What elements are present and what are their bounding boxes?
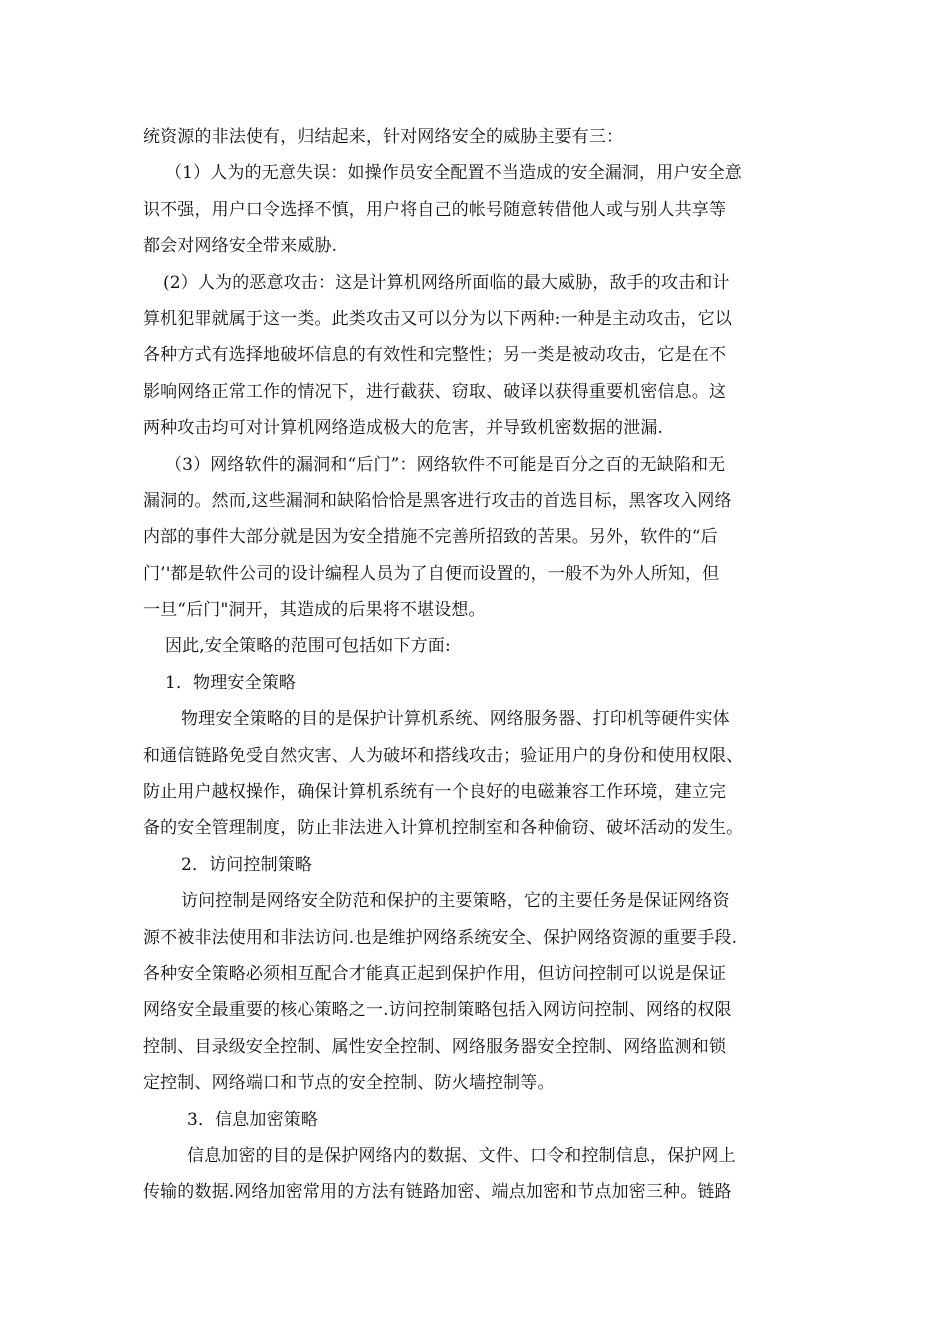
body-text-line: 统资源的非法使有，归结起来，针对网络安全的威胁主要有三：: [143, 127, 624, 147]
body-text-line: 门’'都是软件公司的设计编程人员为了自便而设置的，一般不为外人所知，但: [143, 563, 720, 584]
paragraph-start-line: 访问控制是网络安全防范和保护的主要策略，它的主要任务是保证网络资: [181, 891, 730, 912]
paragraph-start-line: 物理安全策略的目的是保护计算机系统、网络服务器、打印机等硬件实体: [181, 709, 730, 730]
document-body: [143, 119, 833, 1211]
body-text-line: 源不被非法使用和非法访问.也是维护网络系统安全、保护网络资源的重要手段.: [143, 927, 738, 948]
body-text-line: 算机犯罪就属于这一类。此类攻击又可以分为以下两种:一种是主动攻击，它以: [143, 308, 732, 329]
body-text-line: 漏洞的。然而,这些漏洞和缺陷恰恰是黑客进行攻击的首选目标，黑客攻入网络: [143, 490, 732, 511]
body-text-line: 识不强，用户口令选择不慎，用户将自己的帐号随意转借他人或与别人共享等: [143, 199, 727, 220]
list-item-line: （1）人为的无意失误：如操作员安全配置不当造成的安全漏洞，用户安全意: [165, 163, 742, 184]
body-text-line: 各种安全策略必须相互配合才能真正起到保护作用，但访问控制可以说是保证: [143, 963, 727, 984]
body-text-line: 备的安全管理制度，防止非法进入计算机控制室和各种偷窃、破坏活动的发生。: [143, 818, 744, 839]
paragraph-start-line: 信息加密的目的是保护网络内的数据、文件、口令和控制信息，保护网上: [187, 1145, 736, 1166]
section-heading: 3．信息加密策略: [187, 1109, 319, 1130]
body-text-line: 两种攻击均可对计算机网络造成极大的危害，并导致机密数据的泄漏.: [143, 418, 664, 439]
body-text-line: 一旦“后门"洞开，其造成的后果将不堪设想。: [143, 600, 486, 621]
body-text-line: 防止用户越权操作，确保计算机系统有一个良好的电磁兼容工作环境，建立完: [143, 782, 727, 803]
body-text-line: 都会对网络安全带来威胁.: [143, 236, 338, 257]
section-heading: 1．物理安全策略: [165, 672, 297, 693]
section-heading: 2．访问控制策略: [181, 854, 313, 875]
body-text-line: 传输的数据.网络加密常用的方法有链路加密、端点加密和节点加密三种。链路: [143, 1182, 732, 1203]
body-text-line: 定控制、网络端口和节点的安全控制、防火墙控制等。: [143, 1073, 555, 1094]
body-text-line: 各种方式有选择地破坏信息的有效性和完整性；另一类是被动攻击，它是在不: [143, 345, 727, 366]
body-text-line: 网络安全最重要的核心策略之一.访问控制策略包括入网访问控制、网络的权限: [143, 1000, 732, 1021]
body-text-line: 控制、目录级安全控制、属性安全控制、网络服务器安全控制、网络监测和锁: [143, 1036, 727, 1057]
list-item-line: （3）网络软件的漏洞和“后门”：网络软件不可能是百分之百的无缺陷和无: [165, 454, 726, 475]
paragraph-start-line: 因此,安全策略的范围可包括如下方面:: [165, 636, 451, 657]
list-item-line: (2）人为的恶意攻击：这是计算机网络所面临的最大威胁，敌手的攻击和计: [163, 272, 730, 293]
body-text-line: 影响网络正常工作的情况下，进行截获、窃取、破译以获得重要机密信息。这: [143, 381, 727, 402]
body-text-line: 内部的事件大部分就是因为安全措施不完善所招致的苦果。另外，软件的“后: [143, 527, 718, 548]
body-text-line: 和通信链路免受自然灾害、人为破坏和搭线攻击；验证用户的身份和使用权限、: [143, 745, 744, 766]
